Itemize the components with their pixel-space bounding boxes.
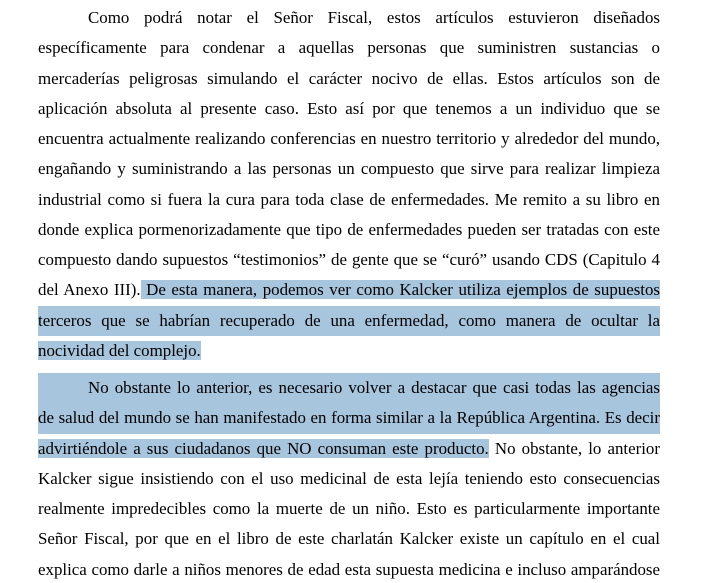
text-line: mercaderías peligrosas simulando el carácter nocivo de ellas. Estos artículos son de (38, 68, 660, 88)
highlighted-text: advirtiéndole a sus ciudadanos que NO consuman este producto. (38, 438, 489, 458)
text-line-last (38, 336, 660, 366)
text-line: aplicación absoluta al presente caso. Esto así por que tenemos a un individuo que se (38, 98, 660, 118)
text-line: compuesto dando supuestos “testimonios” de gente que se “curó” usando CDS (Capitulo 4 (38, 250, 660, 269)
highlighted-text: De esta manera, podemos ver como Kalcker utiliza ejemplos de supuestos (140, 280, 660, 300)
text-line: Señor Fiscal, por que en el libro de este charlatán Kalcker existe un capítulo en el cual (38, 529, 660, 549)
text-line: Kalcker sigue insistiendo con el uso medicinal de esta lejía teniendo esto consecuencias (38, 468, 660, 488)
plain-text: del Anexo III). (38, 280, 141, 300)
text-line: realmente impredecibles como la muerte de un niño. Esto es particularmente importante (38, 499, 660, 518)
paragraph-2 (38, 373, 660, 583)
text-line-mixed (38, 275, 660, 305)
text-line: explica como darle a niños menores de edad esta supuesta medicina e incluso amparándose (38, 559, 660, 579)
text-line: encuentra actualmente realizando conferencias en nuestro territorio y alrededor del mundo, (38, 129, 660, 148)
paragraph-1 (38, 3, 660, 366)
text-line: Como podrá notar el Señor Fiscal, estos artículos estuvieron diseñados (88, 8, 660, 27)
text-line: engañando y suministrando a las personas un compuesto que sirve para realizar limpieza (38, 159, 660, 179)
text-line: específicamente para condenar a aquellas personas que suministren sustancias o (38, 38, 660, 58)
text-line: industrial como si fuera la cura para toda clase de enfermedades. Me remito a su libro en (38, 189, 660, 209)
highlighted-text: nocividad del complejo. (38, 340, 201, 360)
highlighted-line: No obstante lo anterior, es necesario volver a destacar que casi todas las agencias (38, 373, 660, 403)
text-line-mixed (38, 434, 660, 464)
highlighted-line: terceros que se habrían recuperado de una enfermedad, como manera de ocultar la (38, 306, 660, 336)
highlighted-line: de salud del mundo se han manifestado en forma similar a la República Argentina. Es decir (38, 403, 660, 433)
plain-text: No obstante, lo anterior (488, 438, 660, 458)
text-line: donde explica pormenorizadamente que tipo de enfermedades pueden ser tratadas con este (38, 219, 660, 239)
